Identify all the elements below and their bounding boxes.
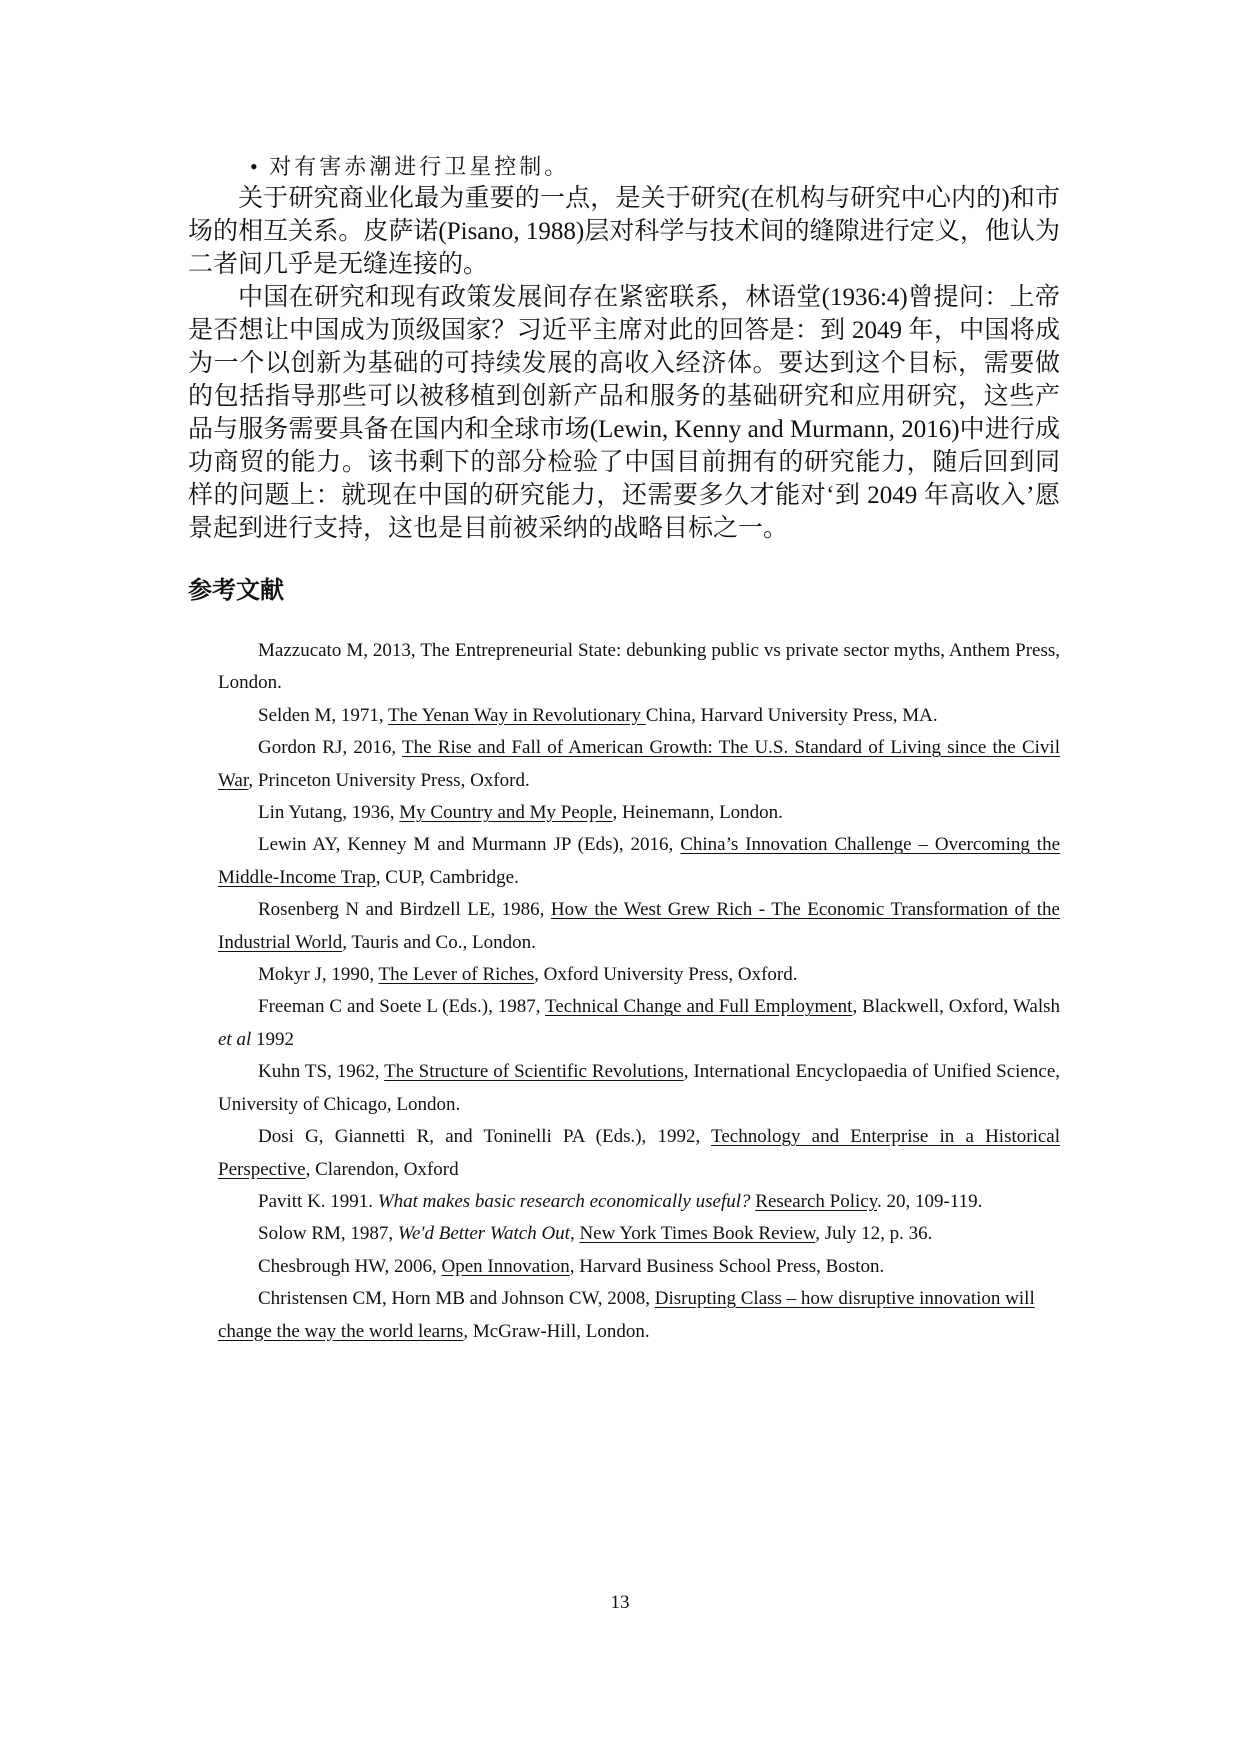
reference-text: , International Encyclopaedia of Unified Science, University of Chicago, London.	[218, 1061, 1061, 1115]
reference-text: , Oxford University Press, Oxford.	[534, 964, 798, 986]
bullet-item: • 对有害赤潮进行卫星控制。	[250, 154, 570, 179]
body-paragraph	[188, 182, 1060, 281]
reference-item	[218, 1121, 1060, 1186]
references-heading: 参考文献	[188, 576, 284, 604]
reference-text: Kuhn TS, 1962,	[258, 1061, 385, 1083]
reference-item	[218, 797, 1060, 829]
reference-title: China’s Innovation Challenge – Overcoming the Middle-Income Trap	[218, 834, 1061, 888]
reference-text: , Harvard Business School Press, Boston.	[569, 1255, 885, 1277]
reference-text: , Princeton University Press, Oxford.	[248, 769, 530, 791]
reference-item	[218, 1186, 1060, 1218]
reference-text: Chesbrough HW, 2006,	[258, 1255, 442, 1277]
reference-item	[218, 991, 1060, 1056]
reference-text: Christensen CM, Horn MB and Johnson CW, 2008,	[258, 1288, 655, 1310]
reference-title: Open Innovation	[441, 1255, 570, 1277]
reference-item	[218, 894, 1060, 959]
reference-title: How the West Grew Rich - The Economic Transformation of the Industrial World	[218, 899, 1060, 953]
reference-text: . 20, 109-119.	[876, 1190, 983, 1212]
reference-text: , Blackwell, Oxford, Walsh	[852, 996, 1060, 1018]
reference-text: China, Harvard University Press, MA.	[645, 704, 938, 726]
reference-title: Research Policy	[755, 1190, 877, 1212]
reference-item	[218, 1218, 1060, 1250]
reference-item	[218, 700, 1060, 732]
reference-text: ,	[569, 1223, 580, 1245]
reference-title: Technical Change and Full Employment	[545, 996, 853, 1018]
reference-title: The Structure of Scientific Revolutions	[384, 1061, 684, 1083]
reference-title: The Rise and Fall of American Growth: The U.S. Standard of Living since the Civil War	[218, 737, 1060, 791]
reference-text: Pavitt K. 1991.	[258, 1190, 378, 1212]
reference-text: Rosenberg N and Birdzell LE, 1986,	[258, 899, 551, 921]
reference-item	[218, 1056, 1060, 1121]
reference-text: Dosi G, Giannetti R, and Toninelli PA (Eds.), 1992,	[258, 1126, 712, 1148]
reference-text: , McGraw-Hill, London.	[463, 1320, 650, 1342]
reference-text: Gordon RJ, 2016,	[258, 737, 402, 759]
reference-title: New York Times Book Review	[579, 1223, 816, 1245]
reference-text: , Clarendon, Oxford	[305, 1158, 459, 1180]
reference-text: Solow RM, 1987,	[258, 1223, 398, 1245]
reference-list	[218, 635, 1060, 1348]
reference-italic: We'd Better Watch Out	[397, 1223, 570, 1245]
paragraph-text: 关于研究商业化最为重要的一点，是关于研究(在机构与研究中心内的)和市场的相互关系。皮萨诺(Pisano, 1988)层对科学与技术间的缝隙进行定义，他认为二者间几乎是无缝连接的。	[188, 185, 1060, 278]
reference-text: , July 12, p. 36.	[815, 1223, 933, 1245]
reference-item	[218, 1283, 1060, 1348]
body-paragraph	[188, 281, 1060, 545]
reference-item	[218, 732, 1060, 797]
reference-item	[218, 635, 1060, 700]
reference-text: Lin Yutang, 1936,	[258, 802, 400, 824]
reference-title: The Lever of Riches	[378, 964, 535, 986]
reference-title: My Country and My People	[399, 802, 613, 824]
reference-title: Technology and Enterprise in a Historical Perspective	[218, 1126, 1060, 1180]
reference-text: Lewin AY, Kenney M and Murmann JP (Eds), 2016,	[258, 834, 681, 856]
reference-item	[218, 1251, 1060, 1283]
reference-text: Mazzucato M, 2013, The Entrepreneurial State: debunking public vs private sector myths, Anthem Press, London.	[218, 640, 1060, 694]
reference-item	[218, 959, 1060, 991]
reference-italic: What makes basic research economically useful?	[377, 1190, 756, 1212]
paragraph-text: 中国在研究和现有政策发展间存在紧密联系，林语堂(1936:4)曾提问：上帝是否想让中国成为顶级国家？习近平主席对此的回答是：到 2049 年，中国将成为一个以创新为基础的可持续发展的高收入经济体。要达到这个目标，需要做的包括指导那些可以被移植到创新产品和服务的基础研究和应用研究，这些产品与服务需要具备在国内和全球市场(Lewin, Kenny and Murmann, 2016)中进行成功商贸的能力。该书剩下的部分检验了中国目前拥有的研究能力，随后回到同样的问题上：就现在中国的研究能力，还需要多久才能对‘到 2049 年高收入’愿景起到进行支持，这也是目前被采纳的战略目标之一。	[188, 284, 1060, 542]
reference-title: The Yenan Way in Revolutionary	[388, 704, 646, 726]
reference-title: Disrupting Class – how disruptive innovation will change the way the world learns	[218, 1288, 1035, 1342]
reference-text: Freeman C and Soete L (Eds.), 1987,	[258, 996, 546, 1018]
reference-text: Mokyr J, 1990,	[258, 964, 379, 986]
reference-item	[218, 829, 1060, 894]
reference-text: 1992	[251, 1028, 294, 1050]
reference-text: , CUP, Cambridge.	[375, 866, 519, 888]
reference-italic: et al	[218, 1028, 252, 1050]
reference-text: , Tauris and Co., London.	[342, 931, 536, 953]
reference-text: Selden M, 1971,	[258, 704, 389, 726]
page-number: 13	[610, 1592, 630, 1613]
reference-text: , Heinemann, London.	[612, 802, 783, 824]
